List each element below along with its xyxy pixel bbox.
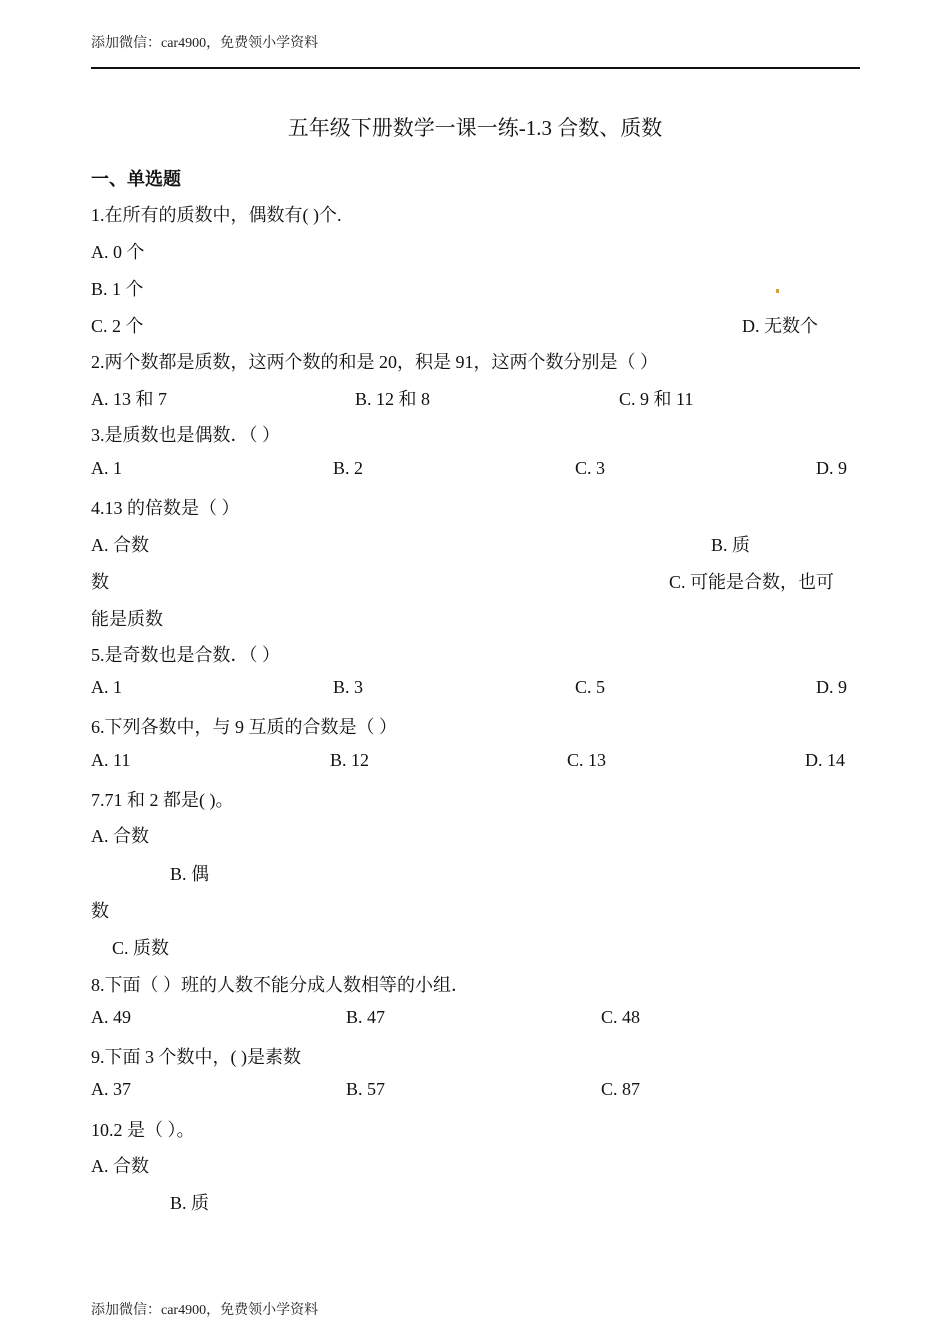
question-8-stem: 8.下面（ ）班的人数不能分成人数相等的小组． [91,975,469,995]
question-6-option-a: A. 11 [91,750,131,770]
question-9-option-c: C. 87 [601,1079,641,1099]
question-1-option-b: B. 1 个 [91,279,144,299]
question-1-option-a: A. 0 个 [91,242,145,262]
question-10-option-a: A. 合数 [91,1156,149,1176]
question-10-stem: 10.2 是（ ）。 [91,1120,195,1140]
question-9-option-b: B. 57 [346,1079,386,1099]
question-10-option-b: B. 质 [170,1193,210,1213]
question-4-option-b-wrap: 数 [91,572,109,592]
question-4-stem: 4.13 的倍数是（ ） [91,498,240,518]
question-4-option-a: A. 合数 [91,535,149,555]
question-2-option-c: C. 9 和 11 [619,389,694,409]
question-6-option-b: B. 12 [330,750,370,770]
question-5-option-a: A. 1 [91,677,122,697]
header-note: 添加微信：car4900，免费领小学资料 [91,36,319,51]
question-1-option-c: C. 2 个 [91,316,144,336]
question-2-stem: 2.两个数都是质数，这两个数的和是 20，积是 91，这两个数分别是（ ） [91,352,658,372]
question-5-option-c: C. 5 [575,677,606,697]
question-9-stem: 9.下面 3 个数中，( )是素数 [91,1047,301,1067]
question-2-option-b: B. 12 和 8 [355,389,431,409]
question-3-stem: 3.是质数也是偶数．（ ） [91,425,280,445]
header-rule [91,67,860,69]
question-7-option-a: A. 合数 [91,826,149,846]
question-9-option-a: A. 37 [91,1079,131,1099]
question-7-option-c: C. 质数 [112,938,170,958]
section-heading: 一、单选题 [91,169,181,189]
question-3-option-c: C. 3 [575,458,606,478]
question-3-option-a: A. 1 [91,458,122,478]
decorative-mark [776,289,779,293]
question-5-option-b: B. 3 [333,677,364,697]
question-8-option-c: C. 48 [601,1007,641,1027]
question-1-option-d: D. 无数个 [742,316,818,336]
question-3-option-b: B. 2 [333,458,364,478]
footer-note: 添加微信：car4900，免费领小学资料 [91,1303,319,1318]
question-6-option-c: C. 13 [567,750,607,770]
question-4-option-c-wrap: 能是质数 [91,609,163,629]
question-2-option-a: A. 13 和 7 [91,389,167,409]
question-3-option-d: D. 9 [816,458,847,478]
question-7-option-b-wrap: 数 [91,901,109,921]
question-4-option-b: B. 质 [711,535,751,555]
question-6-option-d: D. 14 [805,750,845,770]
question-1-stem: 1.在所有的质数中，偶数有( )个. [91,205,342,225]
question-8-option-a: A. 49 [91,1007,131,1027]
question-5-option-d: D. 9 [816,677,847,697]
question-4-option-c: C. 可能是合数，也可 [669,572,835,592]
question-7-stem: 7.71 和 2 都是( )。 [91,790,234,810]
question-7-option-b: B. 偶 [170,864,210,884]
question-5-stem: 5.是奇数也是合数．（ ） [91,645,280,665]
question-8-option-b: B. 47 [346,1007,386,1027]
page-title: 五年级下册数学一课一练-1.3 合数、质数 [287,116,663,140]
question-6-stem: 6.下列各数中，与 9 互质的合数是（ ） [91,717,397,737]
